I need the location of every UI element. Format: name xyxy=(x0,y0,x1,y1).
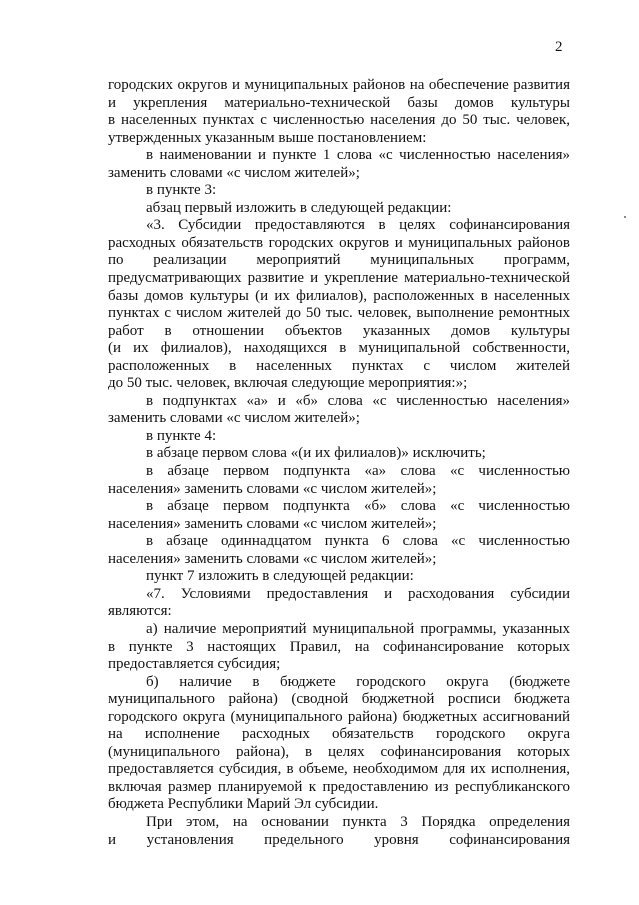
text-line: утвержденных указанным выше постановлением: xyxy=(108,129,427,146)
text-line: городского округа (муниципального района) бюджетных ассигнований xyxy=(108,708,570,725)
text-line: в пункте 3: xyxy=(146,182,217,199)
text-line: в наименовании и пункте 1 слова «с численностью населения» xyxy=(146,147,570,164)
text-line: в абзаце первом подпункта «а» слова «с численностью xyxy=(146,463,570,480)
text-line: предусматривающих развитие и укрепление материально-технической xyxy=(108,270,570,287)
text-line: «7. Условиями предоставления и расходования субсидии xyxy=(146,585,570,602)
text-line: в населенных пунктах с численностью населения до 50 тыс. человек, xyxy=(108,112,570,129)
text-line: При этом, на основании пункта 3 Порядка определения xyxy=(146,813,570,830)
text-line: в абзаце первом слова «(и их филиалов)» исключить; xyxy=(146,445,486,462)
text-line: б) наличие в бюджете городского округа (бюджете xyxy=(146,673,570,690)
text-line: населения» заменить словами «с числом жителей»; xyxy=(108,480,437,497)
text-line: на исполнение расходных обязательств городского округа xyxy=(108,726,570,743)
text-line: в пункте 3 настоящих Правил, на софинансирование которых xyxy=(108,638,570,655)
text-line: в подпунктах «а» и «б» слова «с численностью населения» xyxy=(146,392,570,409)
text-line: работ в отношении объектов указанных домов культуры xyxy=(108,322,570,339)
text-line: заменить словами «с числом жителей»; xyxy=(108,164,360,181)
text-line: заменить словами «с числом жителей»; xyxy=(108,410,360,427)
page-number: 2 xyxy=(555,39,563,55)
text-line: абзац первый изложить в следующей редакции: xyxy=(146,199,452,216)
text-line: (муниципального района), в целях софинансирования которых xyxy=(108,743,570,760)
text-line: бюджета Республики Марий Эл субсидии. xyxy=(108,796,379,813)
text-line: расходных обязательств городских округов и муниципальных районов xyxy=(108,234,570,251)
text-line: включая размер планируемой к предоставлению из республиканского xyxy=(108,778,570,795)
text-line: в пункте 4: xyxy=(146,427,217,444)
text-line: и укрепления материально-технической базы домов культуры xyxy=(108,94,570,111)
text-line: муниципального района) (сводной бюджетной росписи бюджета xyxy=(108,691,570,708)
text-line: до 50 тыс. человек, включая следующие мероприятия:»; xyxy=(108,375,468,392)
text-line: а) наличие мероприятий муниципальной программы, указанных xyxy=(146,620,570,637)
scan-speck xyxy=(624,216,626,218)
text-line: пункт 7 изложить в следующей редакции: xyxy=(146,568,414,585)
text-line: в абзаце одиннадцатом пункта 6 слова «с численностью xyxy=(146,533,570,550)
text-line: базы домов культуры (и их филиалов), расположенных в населенных xyxy=(108,287,570,304)
text-line: пунктах с числом жителей до 50 тыс. человек, выполнение ремонтных xyxy=(108,305,570,322)
text-line: населения» заменить словами «с числом жителей»; xyxy=(108,550,437,567)
text-line: городских округов и муниципальных районов на обеспечение развития xyxy=(108,77,570,93)
text-line: являются: xyxy=(108,603,172,620)
text-line: и установления предельного уровня софинансирования xyxy=(108,831,570,848)
text-line: «3. Субсидии предоставляются в целях софинансирования xyxy=(146,217,570,234)
document-body xyxy=(108,77,570,849)
text-line: по реализации мероприятий муниципальных программ, xyxy=(108,252,570,269)
text-line: (и их филиалов), находящихся в муниципальной собственности, xyxy=(108,340,570,357)
text-line: в абзаце первом подпункта «б» слова «с численностью xyxy=(146,498,570,515)
text-line: предоставляется субсидия; xyxy=(108,656,281,673)
text-line: населения» заменить словами «с числом жителей»; xyxy=(108,515,437,532)
text-line: предоставляется субсидия, в объеме, необходимом для их исполнения, xyxy=(108,761,570,778)
text-line: расположенных в населенных пунктах с числом жителей xyxy=(108,357,570,374)
